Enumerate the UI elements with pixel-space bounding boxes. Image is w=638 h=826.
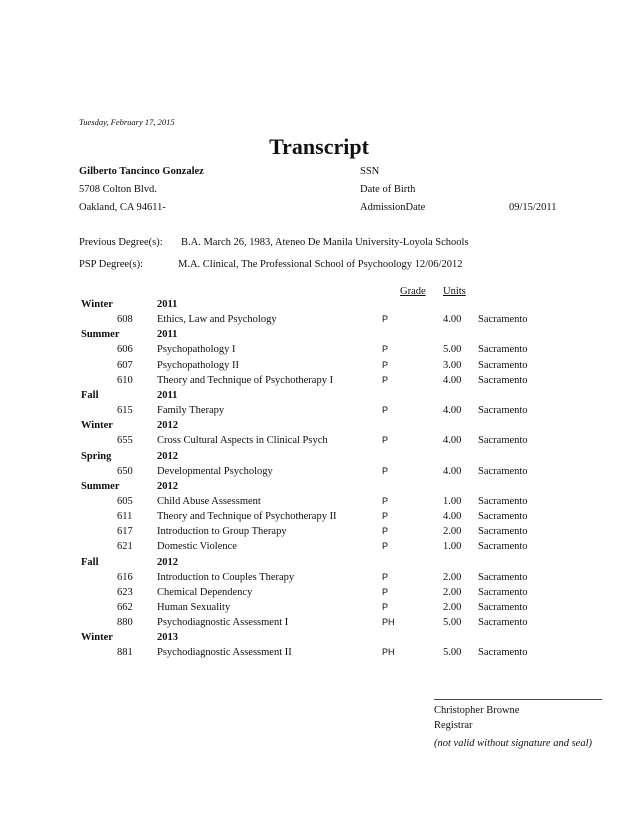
course-units: 4.00 xyxy=(443,405,462,416)
course-units: 2.00 xyxy=(443,602,462,613)
course-number: 608 xyxy=(117,314,133,326)
term-year: 2012 xyxy=(157,556,178,568)
course-campus: Sacramento xyxy=(478,647,528,659)
course-title: Theory and Technique of Psychotherapy II xyxy=(157,511,337,523)
course-units: 5.00 xyxy=(443,617,462,629)
term-year: 2012 xyxy=(157,480,178,492)
course-number: 617 xyxy=(117,526,133,538)
course-units: 3.00 xyxy=(443,359,462,371)
course-title: Theory and Technique of Psychotherapy I xyxy=(157,374,334,386)
course-campus: Sacramento xyxy=(478,541,528,553)
psp-degree-value: M.A. Clinical, The Professional School of Psychoology 12/06/2012 xyxy=(178,259,463,270)
course-grade: P xyxy=(382,435,389,446)
course-number: 607 xyxy=(117,359,133,371)
course-number: 605 xyxy=(117,495,133,507)
course-grade: P xyxy=(382,571,389,582)
ssn-label: SSN xyxy=(360,166,380,177)
course-number: 662 xyxy=(117,602,133,613)
course-number: 623 xyxy=(117,586,133,598)
course-title: Psychopathology II xyxy=(157,359,239,371)
registrar-title: Registrar xyxy=(434,720,473,731)
term-year: 2011 xyxy=(157,299,178,310)
course-units: 2.00 xyxy=(443,586,462,598)
admission-date-value: 09/15/2011 xyxy=(509,202,557,213)
course-number: 880 xyxy=(117,617,133,629)
course-number: 611 xyxy=(117,511,133,523)
signature-line xyxy=(434,699,602,700)
course-campus: Sacramento xyxy=(478,602,528,613)
term-year: 2012 xyxy=(157,420,178,432)
course-units: 4.00 xyxy=(443,314,462,326)
term-year: 2011 xyxy=(157,329,178,341)
course-title: Introduction to Group Therapy xyxy=(157,526,287,538)
course-grade: P xyxy=(382,511,389,522)
course-grade: P xyxy=(382,465,389,476)
course-campus: Sacramento xyxy=(478,344,528,356)
course-grade: P xyxy=(382,541,389,552)
course-grade: P xyxy=(382,314,389,325)
course-units: 1.00 xyxy=(443,495,462,507)
course-title: Ethics, Law and Psychology xyxy=(157,314,277,326)
course-campus: Sacramento xyxy=(478,586,528,598)
course-title: Domestic Violence xyxy=(157,541,237,553)
registrar-name: Christopher Browne xyxy=(434,705,520,716)
course-units: 4.00 xyxy=(443,465,462,477)
course-grade: P xyxy=(382,344,389,355)
course-campus: Sacramento xyxy=(478,511,528,523)
term-name: Spring xyxy=(81,450,112,462)
student-address-line1: 5708 Colton Blvd. xyxy=(79,184,157,195)
term-name: Summer xyxy=(81,480,120,492)
course-grade: P xyxy=(382,602,389,612)
term-name: Winter xyxy=(81,420,113,432)
term-year: 2011 xyxy=(157,389,178,401)
course-number: 615 xyxy=(117,405,133,416)
term-name: Fall xyxy=(81,556,99,568)
dob-label: Date of Birth xyxy=(360,184,416,195)
course-grade: PH xyxy=(382,647,395,658)
course-units: 4.00 xyxy=(443,511,462,523)
psp-degree-label: PSP Degree(s): xyxy=(79,259,144,270)
course-grade: PH xyxy=(382,617,395,628)
course-campus: Sacramento xyxy=(478,314,528,326)
admission-date-label: AdmissionDate xyxy=(360,202,426,213)
page-title: Transcript xyxy=(269,134,369,159)
validity-note: (not valid without signature and seal) xyxy=(434,738,592,749)
course-units: 5.00 xyxy=(443,344,462,356)
course-number: 881 xyxy=(117,647,133,659)
units-column-header: Units xyxy=(443,286,466,297)
course-campus: Sacramento xyxy=(478,405,528,416)
course-campus: Sacramento xyxy=(478,495,528,507)
course-number: 655 xyxy=(117,435,133,447)
previous-degree-label: Previous Degree(s): xyxy=(79,237,163,248)
grade-column-header: Grade xyxy=(400,286,426,297)
course-campus: Sacramento xyxy=(478,526,528,538)
course-campus: Sacramento xyxy=(478,359,528,371)
course-title: Cross Cultural Aspects in Clinical Psych xyxy=(157,435,328,447)
course-units: 4.00 xyxy=(443,435,462,447)
student-name: Gilberto Tancinco Gonzalez xyxy=(79,166,204,177)
course-title: Family Therapy xyxy=(157,405,225,416)
course-grade: P xyxy=(382,586,389,597)
course-title: Psychopathology I xyxy=(157,344,236,356)
course-title: Psychodiagnostic Assessment I xyxy=(157,617,289,629)
course-title: Psychodiagnostic Assessment II xyxy=(157,647,292,659)
term-year: 2013 xyxy=(157,632,178,644)
course-grade: P xyxy=(382,495,389,506)
course-title: Child Abuse Assessment xyxy=(157,495,261,507)
course-number: 621 xyxy=(117,541,133,553)
course-title: Human Sexuality xyxy=(157,602,231,613)
course-units: 2.00 xyxy=(443,571,462,583)
course-units: 1.00 xyxy=(443,541,462,553)
course-units: 5.00 xyxy=(443,647,462,659)
course-number: 606 xyxy=(117,344,133,356)
course-grade: P xyxy=(382,374,389,385)
term-year: 2012 xyxy=(157,450,178,462)
course-campus: Sacramento xyxy=(478,435,528,447)
term-name: Summer xyxy=(81,329,120,341)
course-campus: Sacramento xyxy=(478,571,528,583)
course-grade: P xyxy=(382,405,389,415)
course-campus: Sacramento xyxy=(478,617,528,629)
course-title: Chemical Dependency xyxy=(157,586,253,598)
term-name: Winter xyxy=(81,299,113,310)
course-number: 610 xyxy=(117,374,133,386)
course-number: 650 xyxy=(117,465,133,477)
course-units: 2.00 xyxy=(443,526,462,538)
course-title: Developmental Psychology xyxy=(157,465,273,477)
course-title: Introduction to Couples Therapy xyxy=(157,571,295,583)
term-name: Winter xyxy=(81,632,113,644)
term-name: Fall xyxy=(81,389,99,401)
course-campus: Sacramento xyxy=(478,465,528,477)
previous-degree-value: B.A. March 26, 1983, Ateneo De Manila University-Loyola Schools xyxy=(181,237,469,248)
course-grade: P xyxy=(382,526,389,537)
course-number: 616 xyxy=(117,571,133,583)
course-grade: P xyxy=(382,359,389,370)
print-date: Tuesday, February 17, 2015 xyxy=(79,117,175,127)
student-address-line2: Oakland, CA 94611- xyxy=(79,202,166,213)
course-units: 4.00 xyxy=(443,374,462,386)
course-campus: Sacramento xyxy=(478,374,528,386)
